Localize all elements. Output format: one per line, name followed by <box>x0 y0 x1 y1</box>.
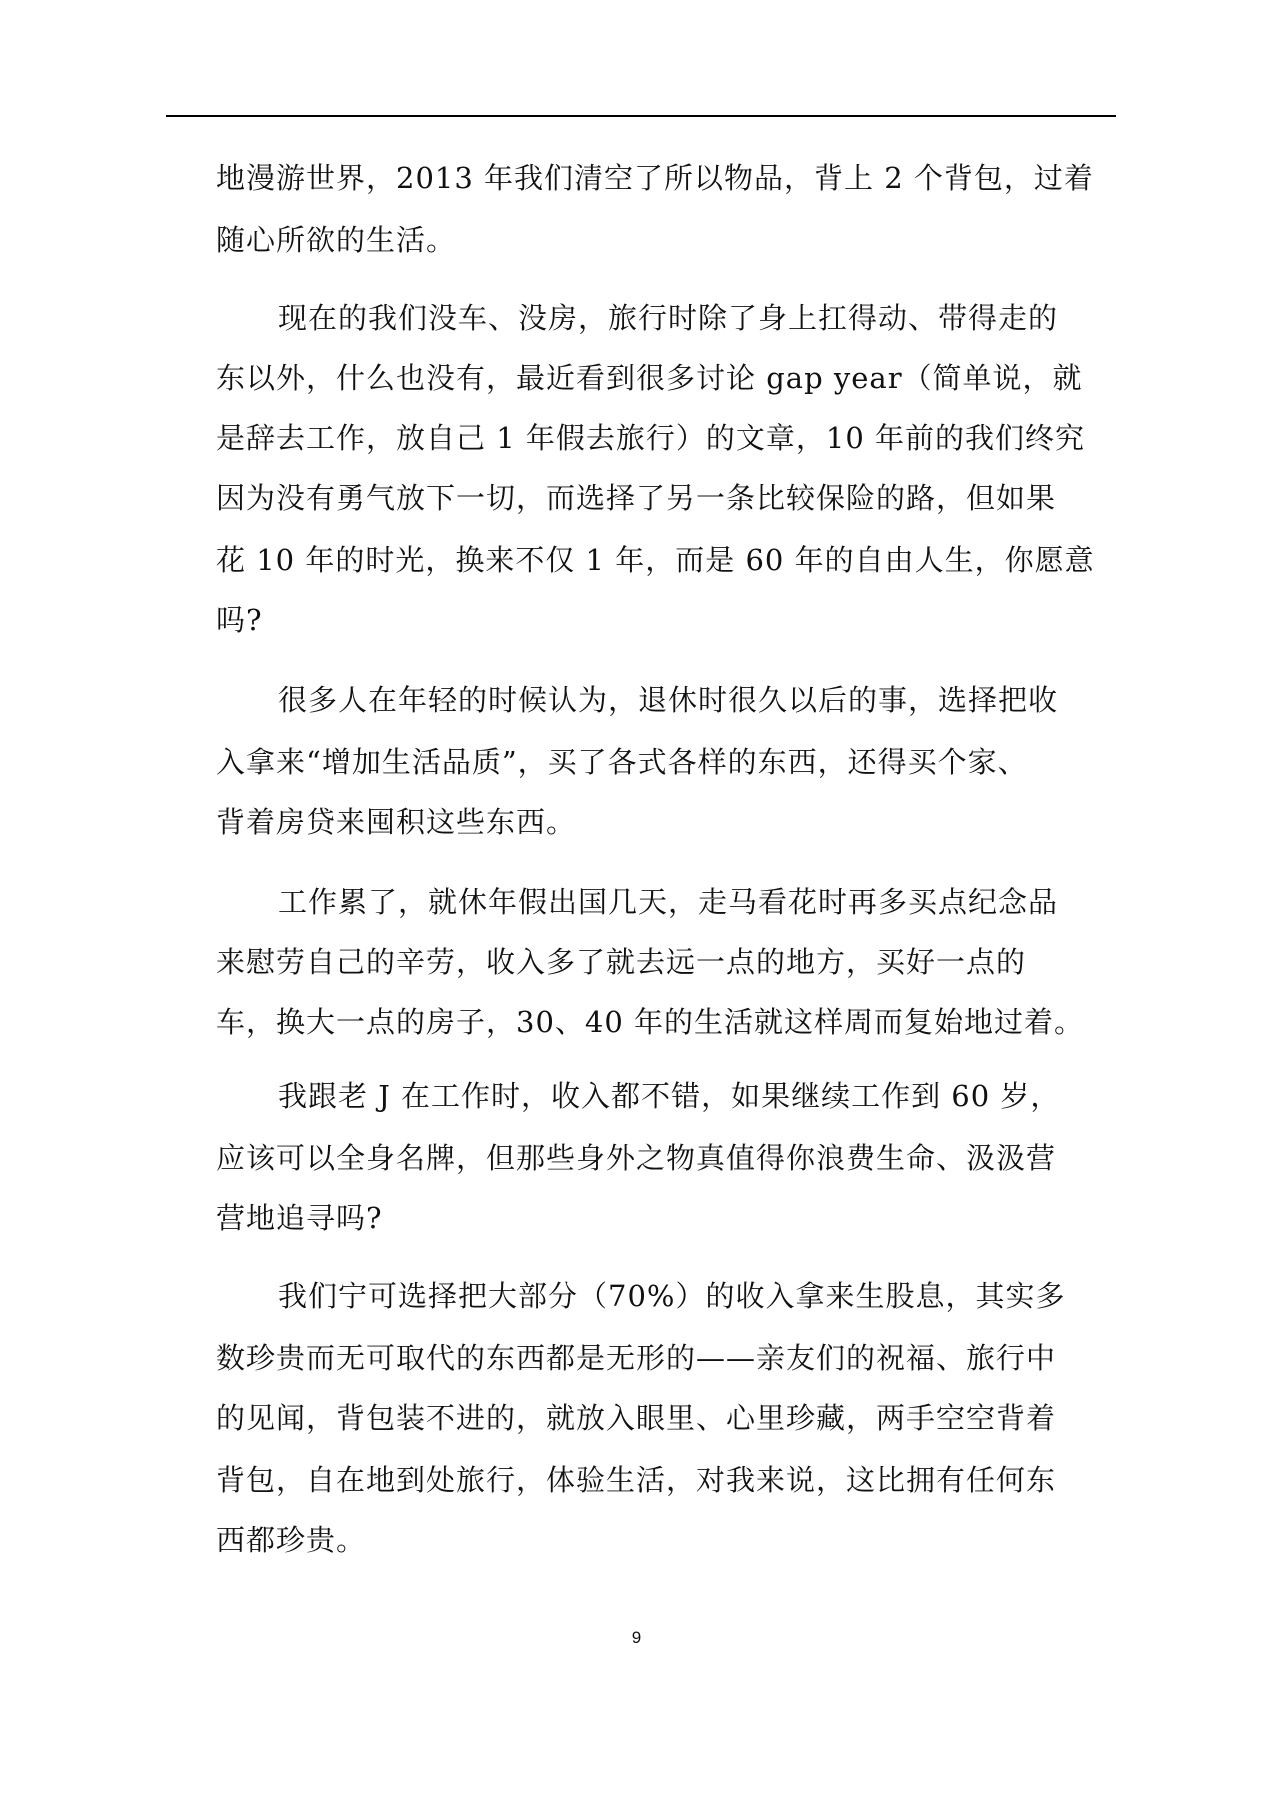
text-line: 营地追寻吗? <box>216 1201 383 1235</box>
text-line: 背着房贷来囤积这些东西。 <box>216 805 577 839</box>
text-line: 是辞去工作，放自己 1 年假去旅行）的文章，10 年前的我们终究 <box>216 421 1086 455</box>
text-line: 我跟老 J 在工作时，收入都不错，如果继续工作到 60 岁， <box>278 1079 1061 1113</box>
text-line: 东以外，什么也没有，最近看到很多讨论 gap year（简单说，就 <box>216 361 1083 395</box>
text-line: 入拿来“增加生活品质”，买了各式各样的东西，还得买个家、 <box>216 745 1028 779</box>
text-line: 来慰劳自己的辛劳，收入多了就去远一点的地方，买好一点的 <box>216 945 1027 979</box>
header-rule <box>166 115 1116 117</box>
text-line: 数珍贵而无可取代的东西都是无形的——亲友们的祝福、旅行中 <box>216 1341 1057 1375</box>
text-line: 的见闻，背包装不进的，就放入眼里、心里珍藏，两手空空背着 <box>216 1401 1057 1435</box>
text-line: 因为没有勇气放下一切，而选择了另一条比较保险的路，但如果 <box>216 481 1057 515</box>
text-line: 车，换大一点的房子，30、40 年的生活就这样周而复始地过着。 <box>216 1005 1085 1039</box>
text-line: 地漫游世界，2013 年我们清空了所以物品，背上 2 个背包，过着 <box>216 161 1094 195</box>
text-line: 花 10 年的时光，换来不仅 1 年，而是 60 年的自由人生，你愿意 <box>216 543 1095 577</box>
text-line: 背包，自在地到处旅行，体验生活，对我来说，这比拥有任何东 <box>216 1463 1057 1497</box>
text-line: 西都珍贵。 <box>216 1523 367 1557</box>
text-line: 应该可以全身名牌，但那些身外之物真值得你浪费生命、汲汲营 <box>216 1141 1057 1175</box>
text-line: 现在的我们没车、没房，旅行时除了身上扛得动、带得走的 <box>278 301 1059 335</box>
text-line: 我们宁可选择把大部分（70%）的收入拿来生股息，其实多 <box>278 1279 1066 1313</box>
page-number: 9 <box>631 1628 642 1647</box>
text-line: 随心所欲的生活。 <box>216 223 457 257</box>
text-line: 工作累了，就休年假出国几天，走马看花时再多买点纪念品 <box>278 885 1059 919</box>
text-line: 吗? <box>216 603 263 637</box>
text-line: 很多人在年轻的时候认为，退休时很久以后的事，选择把收 <box>278 683 1059 717</box>
